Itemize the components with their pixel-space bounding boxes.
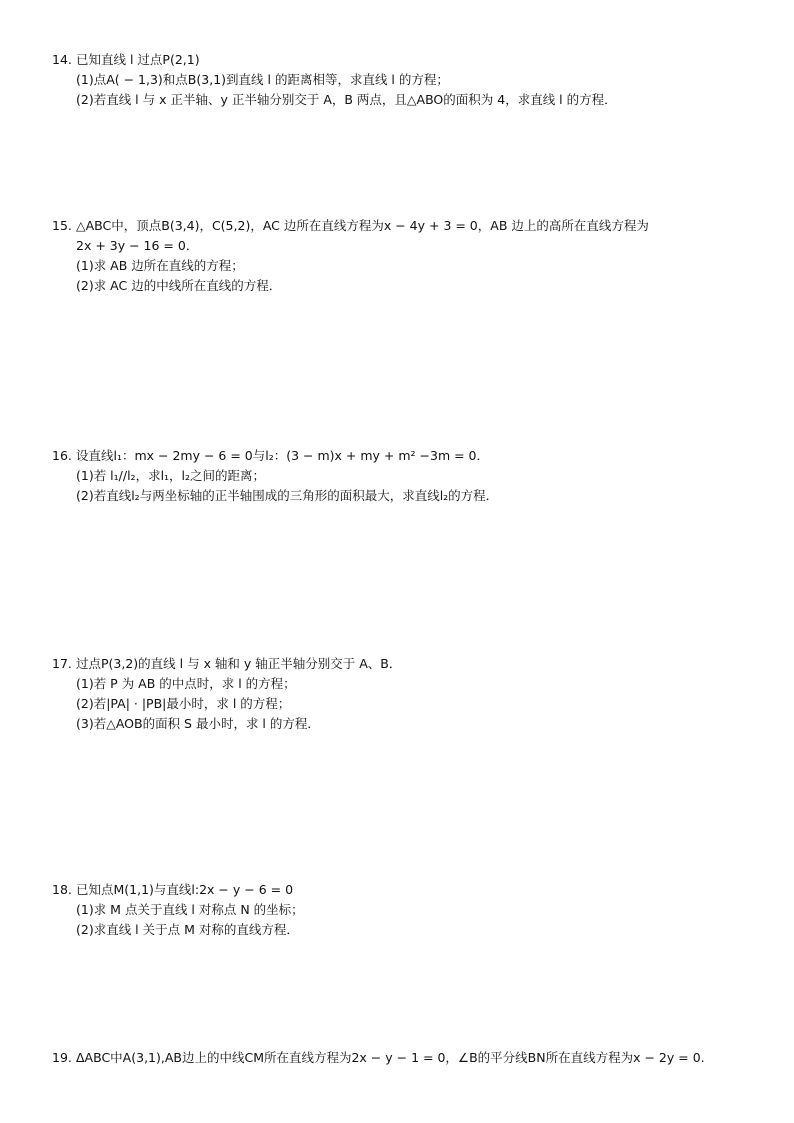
sub-question: (1)点A( − 1,3)和点B(3,1)到直线 l 的距离相等，求直线 l 的方程； [76, 72, 449, 87]
problem-text: 过点P(3,2)的直线 l 与 x 轴和 y 轴正半轴分别交于 A、B． [76, 656, 402, 671]
sub-question: (1)求 AB 边所在直线的方程； [76, 258, 244, 273]
sub-question: (1)若 l₁//l₂，求l₁，l₂之间的距离； [76, 468, 266, 483]
problem-14 [52, 50, 772, 110]
problem-number: 17. [52, 656, 72, 671]
problem-text-continued: 2x + 3y − 16 = 0． [76, 238, 199, 253]
sub-question: (2)若直线 l 与 x 正半轴、y 正半轴分别交于 A，B 两点，且△ABO的面积为 4，求直线 l 的方程． [76, 92, 617, 107]
sub-question: (2)求直线 l 关于点 M 对称的直线方程． [76, 922, 299, 937]
sub-question: (1)求 M 点关于直线 l 对称点 N 的坐标； [76, 902, 304, 917]
problem-19 [52, 1048, 772, 1068]
problem-text: 已知点M(1,1)与直线l:2x − y − 6 = 0 [76, 882, 294, 897]
sub-question: (2)若直线l₂与两坐标轴的正半轴围成的三角形的面积最大，求直线l₂的方程． [76, 488, 499, 503]
problem-stem [52, 654, 772, 674]
problem-text: 设直线l₁：mx − 2my − 6 = 0与l₂：(3 − m)x + my + m² −3m = 0． [76, 448, 489, 463]
problem-text: ΔABC中A(3,1),AB边上的中线CM所在直线方程为2x − y − 1 = 0，∠B的平分线BN所在直线方程为x − 2y = 0. [76, 1050, 705, 1065]
problem-18 [52, 880, 772, 940]
problem-17 [52, 654, 772, 734]
sub-question: (1)若 P 为 AB 的中点时，求 l 的方程； [76, 676, 296, 691]
problem-stem [52, 216, 772, 236]
problem-15 [52, 216, 772, 296]
sub-question: (3)若△AOB的面积 S 最小时，求 l 的方程． [76, 716, 320, 731]
problem-stem [52, 50, 772, 70]
sub-question: (2)若|PA| · |PB|最小时，求 l 的方程； [76, 696, 291, 711]
problem-number: 15. [52, 218, 72, 233]
problem-text: △ABC中，顶点B(3,4)，C(5,2)，AC 边所在直线方程为x − 4y + 3 = 0，AB 边上的高所在直线方程为 [76, 218, 649, 233]
problem-stem [52, 880, 772, 900]
problem-number: 14. [52, 52, 72, 67]
problem-text: 已知直线 l 过点P(2,1) [76, 52, 200, 67]
sub-question: (2)求 AC 边的中线所在直线的方程． [76, 278, 282, 293]
problem-16 [52, 446, 772, 506]
problem-stem [52, 1048, 772, 1068]
problem-number: 16. [52, 448, 72, 463]
problem-stem [52, 446, 772, 466]
problem-number: 19. [52, 1050, 72, 1065]
problem-number: 18. [52, 882, 72, 897]
